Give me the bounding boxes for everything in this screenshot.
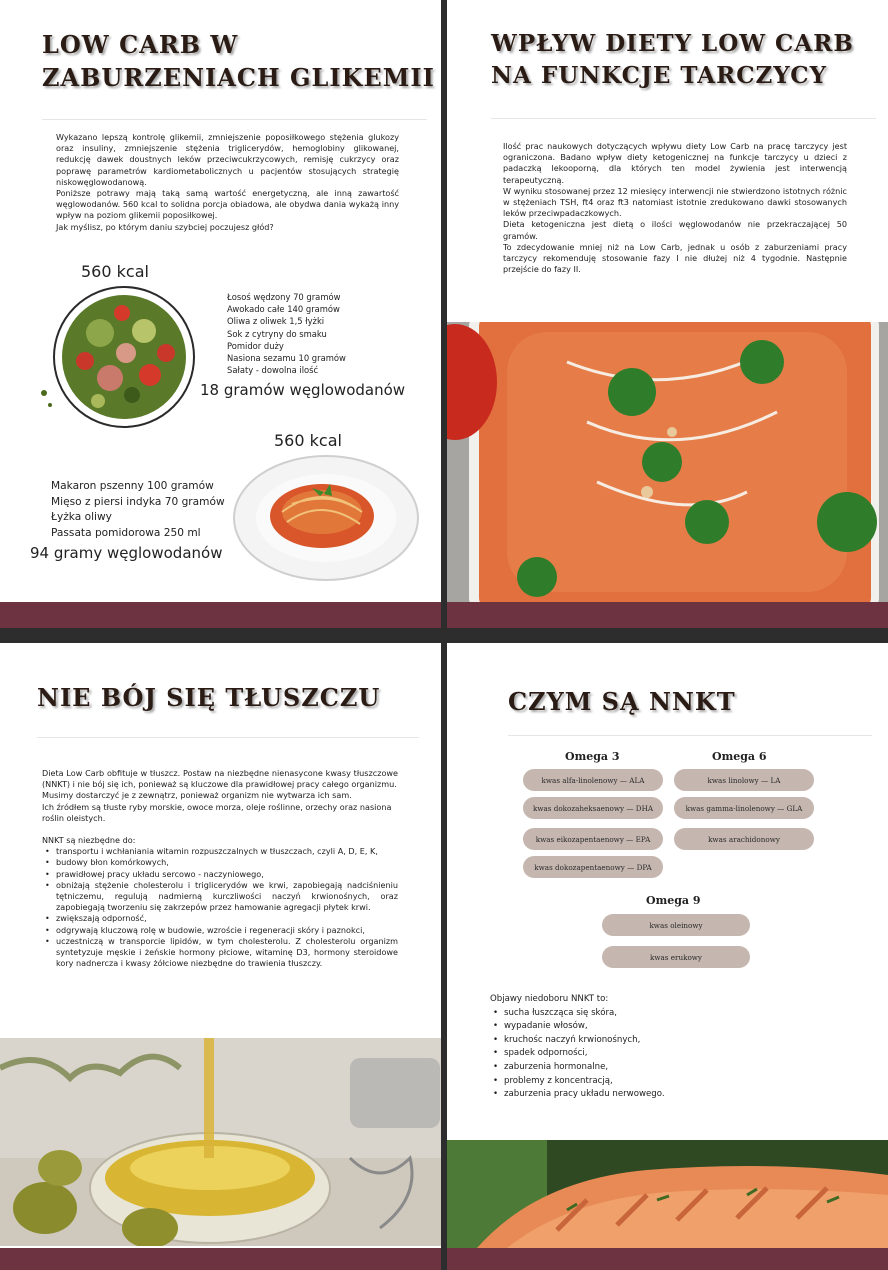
page-thyroid [447, 0, 888, 628]
ingredient: Sałaty - dowolna ilość [227, 365, 319, 376]
symptoms-list [490, 1007, 850, 1102]
omega6-gla: kwas gamma-linolenowy — GLA [674, 797, 814, 819]
omega6-heading: Omega 6 [712, 750, 767, 763]
ingredient: Sok z cytryny do smaku [227, 328, 327, 339]
omega3-epa: kwas eikozapentaenowy — EPA [523, 828, 663, 850]
page-nnkt [447, 643, 888, 1270]
dish1-kcal: 560 kcal [81, 262, 149, 281]
title-line-2: NA FUNKCJE TARCZYCY [491, 61, 828, 89]
list-item: • kruchośc naczyń krwionośnych, [490, 1034, 850, 1048]
paragraph: Ich źródłem są tłuste ryby morskie, owoce morza, oleje roślinne, orzechy oraz nasiona roślin oleistych. [42, 801, 392, 823]
paragraph: Dieta Low Carb obfituje w tłuszcz. Postaw na niezbędne nienasycone kwasy tłuszczowe (NNKT) i nie bój się ich, ponieważ są kluczowe dla prawidłowej pracy całego organizmu. [42, 768, 398, 790]
paragraph: Wykazano lepszą kontrolę glikemii, zmniejszenie poposiłkowego stężenia glukozy oraz insuliny, zmniejszenie stężenia triglicerydów, hemoglobiny glikowanej, redukcję dawek doustnych leków przeciwcukrzycowych, remisję cukrzycy oraz poprawę parametrów kardiometabolicznych u pacjentów stosujących strategię niskowęglowodanową. [56, 132, 399, 187]
list-item: • odgrywają kluczową rolę w budowie, wzroście i regeneracji skóry i paznokci, [42, 925, 398, 936]
omega9-erucic: kwas erukowy [602, 946, 750, 968]
intro-text [56, 132, 399, 233]
olive-oil-image [0, 1038, 441, 1246]
paragraph: To zdecydowanie mniej niż na Low Carb, jednak u osób z zaburzeniami pracy tarczycy rekomenduję stosowanie fazy I nie dłużej niż 4 tygodnie. Następnie przejście do fazy II. [503, 241, 847, 275]
omega9-oleic: kwas oleinowy [602, 914, 750, 936]
fats-text [42, 768, 398, 969]
paragraph: Ilość prac naukowych dotyczących wpływu diety Low Carb na pracę tarczycy jest ograniczona. Badano wpływ diety ketogenicznej na funkcje tarczycy u dzieci z padaczką lekooporną, dla których ten model żywienia jest interwencją terapeutyczną. [503, 141, 847, 185]
salad-bowl-image [40, 283, 200, 433]
footer-bar [447, 1248, 888, 1270]
tomato-soup-image [447, 322, 888, 602]
page-title: CZYM SĄ NNKT [508, 687, 736, 716]
list-item: • wypadanie włosów, [490, 1020, 850, 1034]
divider [37, 737, 419, 738]
list-item: • problemy z koncentracją, [490, 1075, 850, 1089]
divider [42, 119, 427, 120]
dish1-ingredients [227, 291, 346, 376]
page-title [491, 28, 854, 91]
list-item: • zaburzenia hormonalne, [490, 1061, 850, 1075]
symptoms-title: Objawy niedoboru NNKT to: [490, 994, 609, 1004]
list-item: • prawidłowej pracy układu sercowo - naczyniowego, [42, 869, 398, 880]
list-item: • zaburzenia pracy układu nerwowego. [490, 1088, 850, 1102]
dish2-kcal: 560 kcal [274, 431, 342, 450]
nnkt-benefits-list [42, 846, 398, 969]
ingredient: Passata pomidorowa 250 ml [51, 526, 201, 539]
ingredient: Makaron pszenny 100 gramów [51, 480, 214, 492]
salmon-image [447, 1140, 888, 1248]
footer-bar [447, 602, 888, 628]
dish2-carbs: 94 gramy węglowodanów [30, 544, 223, 562]
footer-bar [0, 602, 441, 628]
title-line-1: LOW CARB W [42, 30, 239, 59]
list-item: • spadek odporności, [490, 1047, 850, 1061]
title-line-1: WPŁYW DIETY LOW CARB [491, 30, 854, 57]
omega6-la: kwas linolowy — LA [674, 769, 814, 791]
page-title: NIE BÓJ SIĘ TŁUSZCZU [37, 683, 381, 712]
omega3-heading: Omega 3 [565, 750, 620, 763]
paragraph: W wyniku stosowanej przez 12 miesięcy interwencji nie stwierdzono istotnych różnic w stężeniach TSH, ft4 oraz ft3 natomiast istotnie zredukowano dawki stosowanych leków przeciwpadaczkowych. [503, 185, 847, 219]
divider [491, 118, 876, 119]
paragraph: Dieta ketogeniczna jest dietą o ilości węglowodanów nie przekraczającej 50 gramów. [503, 219, 847, 241]
ingredient: Oliwa z oliwek 1,5 łyżki [227, 316, 325, 327]
ingredient: Łosoś wędzony 70 gramów [227, 292, 341, 302]
omega3-dpa: kwas dokozapentaenowy — DPA [523, 856, 663, 878]
page-low-carb-glycemia [0, 0, 441, 628]
pasta-plate-image [232, 452, 422, 582]
divider [508, 735, 872, 736]
ingredient: Nasiona sezamu 10 gramów [227, 353, 346, 364]
list-item: • transportu i wchłaniania witamin rozpuszczalnych w tłuszczach, czyli A, D, E, K, [42, 846, 398, 857]
ingredient: Mięso z piersi indyka 70 gramów [51, 495, 225, 508]
list-item: • budowy błon komórkowych, [42, 857, 398, 868]
footer-bar [0, 1248, 441, 1270]
dish2-ingredients [51, 479, 225, 541]
title-line-2: ZABURZENIACH GLIKEMII [42, 63, 435, 93]
spacer [42, 824, 398, 835]
page-title [42, 28, 435, 94]
list-item: • zwiększają odporność, [42, 913, 398, 924]
paragraph: Poniższe potrawy mają taką samą wartość energetyczną, ale inną zawartość węglowodanów. 560 kcal to solidna porcja obiadowa, ale obydwa dania wykażą inny wpływ na poziom glikemii poposiłkowej. [56, 188, 399, 221]
omega9-heading: Omega 9 [646, 894, 701, 907]
omega6-arachidonic: kwas arachidonowy [674, 828, 814, 850]
omega3-ala: kwas alfa-linolenowy — ALA [523, 769, 663, 791]
ingredient: Łyżka oliwy [51, 511, 112, 523]
omega3-dha: kwas dokozaheksaenowy — DHA [523, 797, 663, 819]
symptoms-block [490, 993, 850, 1102]
list-item: • uczestniczą w transporcie lipidów, w tym cholesterolu. Z cholesterolu organizm syntetyzuje męskie i żeńskie hormony płciowe, witaminę D3, hormony steroidowe kory nadnercza i kwasy żółciowe niezbędne do trawienia tłuszczy. [42, 936, 398, 970]
list-title: NNKT są niezbędne do: [42, 835, 136, 846]
dish1-carbs: 18 gramów węglowodanów [200, 381, 406, 399]
ingredient: Pomidor duży [227, 340, 284, 351]
paragraph: Jak myślisz, po którym daniu szybciej poczujesz głód? [56, 221, 274, 232]
list-item: • sucha łuszcząca się skóra, [490, 1007, 850, 1021]
page-fats [0, 643, 441, 1270]
paragraph: Musimy dostarczyć je z zewnątrz, ponieważ organizm nie wytwarza ich sam. [42, 790, 352, 801]
thyroid-text [503, 141, 847, 275]
list-item: • obniżają stężenie cholesterolu i triglicerydów we krwi, zapobiegają nadciśnieniu tętniczemu, regulują nadmierną kurczliwości naczyń krwionośnych, oraz zapobiegają tworzeniu się zakrzepów przez hamowanie agregacji płytek krwi. [42, 880, 398, 914]
ingredient: Awokado całe 140 gramów [227, 304, 340, 315]
